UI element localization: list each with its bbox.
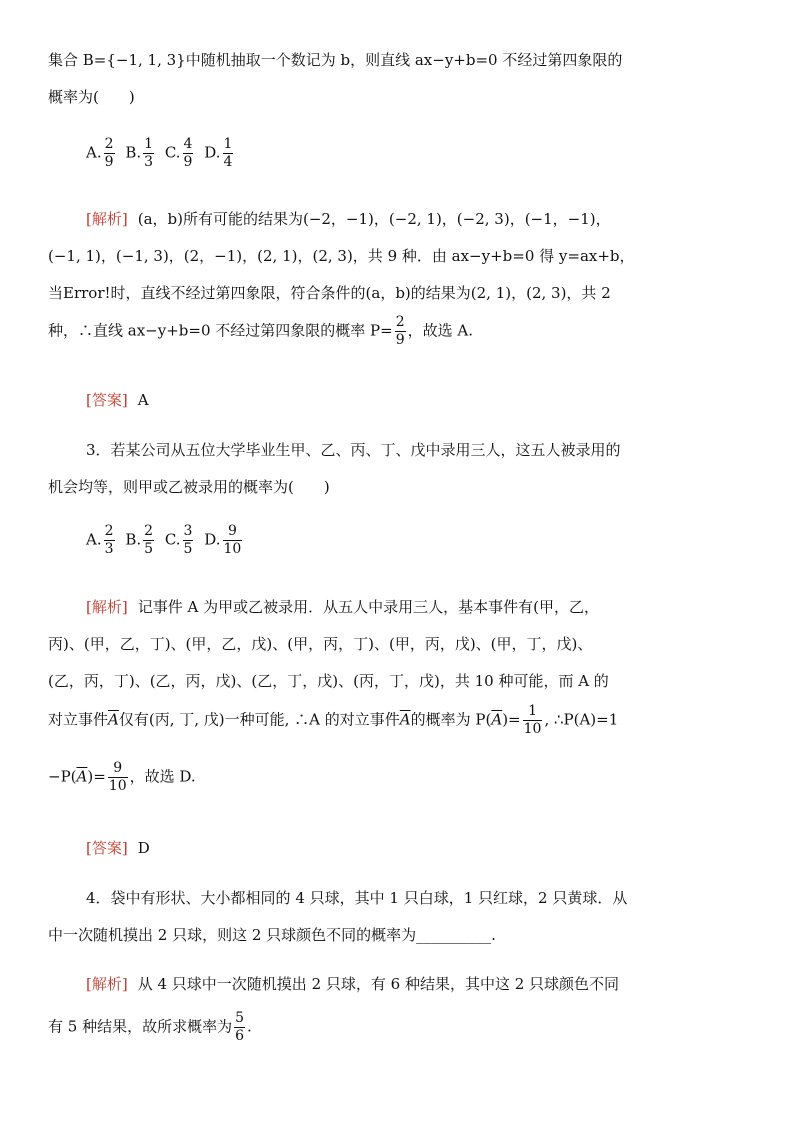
numerator: 1 bbox=[144, 136, 154, 152]
analysis-text: 记事件 A 为甲或乙被录用．从五人中录用三人，基本事件有(甲，乙， bbox=[137, 598, 599, 616]
numerator: 2 bbox=[144, 523, 154, 539]
q2-analysis-line-2: (−1, 1)，(−1, 3)，(2，−1)，(2, 1)，(2, 3)，共 9 种．由 ax−y+b=0 得 y=ax+b， bbox=[48, 247, 635, 265]
analysis-text: . bbox=[247, 1017, 252, 1036]
probability-fraction bbox=[234, 1010, 245, 1045]
analysis-text: 的概率为 P( bbox=[410, 710, 492, 729]
q3-stem-line-2: 机会均等，则甲或乙被录用的概率为( ) bbox=[48, 478, 330, 496]
numerator: 4 bbox=[183, 136, 193, 152]
denominator: 10 bbox=[223, 541, 242, 557]
analysis-text: 对立事件 bbox=[48, 710, 109, 729]
denominator: 10 bbox=[108, 778, 127, 794]
analysis-text: −P( bbox=[48, 767, 77, 786]
numerator: 1 bbox=[223, 136, 233, 152]
option-c-fraction bbox=[183, 136, 194, 171]
numerator: 1 bbox=[523, 703, 543, 721]
denominator: 9 bbox=[183, 154, 193, 170]
numerator: 5 bbox=[235, 1010, 245, 1026]
option-a-label: A. bbox=[86, 143, 102, 162]
analysis-text: 种，∴直线 ax−y+b=0 不经过第四象限的概率 P= bbox=[48, 321, 393, 340]
complement-event: $\overline{A}$ bbox=[399, 710, 411, 729]
option-b-fraction bbox=[143, 523, 154, 558]
q3-analysis-line-1 bbox=[86, 596, 599, 618]
q4-stem-line-1: 4．袋中有形状、大小都相同的 4 只球，其中 1 只白球，1 只红球，2 只黄球．从 bbox=[86, 889, 628, 907]
option-a-fraction bbox=[104, 523, 115, 558]
denominator: 5 bbox=[183, 541, 193, 557]
option-d-fraction bbox=[223, 136, 234, 171]
q2-answer-line bbox=[86, 389, 149, 411]
analysis-text: (a，b)所有可能的结果为(−2，−1)，(−2, 1)，(−2, 3)，(−1，−1)， bbox=[137, 210, 611, 228]
complement-event: $\overline{A}$ bbox=[76, 767, 88, 786]
answer-tag: [答案] bbox=[86, 839, 128, 857]
analysis-text: , ∴P(A)=1 bbox=[544, 710, 619, 729]
option-d-fraction bbox=[223, 523, 243, 558]
analysis-text: 从 4 只球中一次随机摸出 2 只球，有 6 种结果，其中这 2 只球颜色不同 bbox=[137, 975, 620, 993]
q3-stem-line-1: 3．若某公司从五位大学毕业生甲、乙、丙、丁、戊中录用三人，这五人被录用的 bbox=[86, 441, 621, 459]
analysis-text: 仅有(丙, 丁, 戊)一种可能, ∴A 的对立事件 bbox=[118, 710, 400, 729]
q4-analysis-line-2 bbox=[48, 1010, 252, 1045]
probability-fraction bbox=[523, 703, 543, 738]
numerator: 9 bbox=[108, 760, 128, 778]
answer-tag: [答案] bbox=[86, 391, 128, 409]
analysis-tag: [解析] bbox=[86, 975, 128, 993]
denominator: 4 bbox=[223, 154, 233, 170]
answer-value: A bbox=[137, 391, 149, 409]
probability-fraction bbox=[108, 760, 128, 795]
option-b-fraction bbox=[143, 136, 154, 171]
denominator: 3 bbox=[144, 154, 154, 170]
option-d-label: D. bbox=[204, 530, 221, 549]
q2-stem-line-2: 概率为( ) bbox=[48, 88, 135, 106]
q3-answer-line bbox=[86, 837, 150, 859]
analysis-text: )= bbox=[502, 710, 521, 729]
q2-stem-line-1: 集合 B={−1, 1, 3}中随机抽取一个数记为 b，则直线 ax−y+b=0 不经过第四象限的 bbox=[48, 51, 623, 69]
complement-event: $\overline{A}$ bbox=[491, 710, 503, 729]
analysis-text: ，故选 D. bbox=[129, 767, 196, 786]
analysis-text: ，故选 A. bbox=[407, 321, 473, 340]
numerator: 2 bbox=[395, 314, 405, 330]
analysis-text: )= bbox=[87, 767, 106, 786]
denominator: 9 bbox=[395, 332, 405, 348]
analysis-tag: [解析] bbox=[86, 210, 128, 228]
analysis-tag: [解析] bbox=[86, 598, 128, 616]
q4-analysis-line-1 bbox=[86, 973, 619, 995]
answer-value: D bbox=[137, 839, 150, 857]
q3-options bbox=[86, 523, 244, 558]
q4-stem-line-2: 中一次随机摸出 2 只球，则这 2 只球颜色不同的概率为__________. bbox=[48, 926, 496, 944]
option-d-label: D. bbox=[204, 143, 221, 162]
option-a-fraction bbox=[104, 136, 115, 171]
probability-fraction bbox=[395, 314, 406, 349]
complement-event: $\overline{A}$ bbox=[108, 710, 119, 729]
q2-analysis-line-4 bbox=[48, 314, 473, 349]
numerator: 9 bbox=[223, 523, 243, 541]
numerator: 2 bbox=[104, 136, 114, 152]
q3-analysis-line-4 bbox=[48, 703, 618, 738]
option-a-label: A. bbox=[86, 530, 102, 549]
analysis-text: 有 5 种结果，故所求概率为 bbox=[48, 1017, 233, 1036]
option-c-fraction bbox=[183, 523, 194, 558]
denominator: 9 bbox=[104, 154, 114, 170]
q3-analysis-line-3: (乙，丙，丁)、(乙，丙，戊)、(乙，丁，戊)、(丙，丁，戊)，共 10 种可能，而 A 的 bbox=[48, 672, 609, 690]
option-b-label: B. bbox=[125, 530, 142, 549]
q3-analysis-line-2: 丙)、(甲，乙，丁)、(甲，乙，戊)、(甲，丙，丁)、(甲，丙，戊)、(甲，丁，戊)、 bbox=[48, 635, 593, 653]
option-c-label: C. bbox=[164, 530, 181, 549]
denominator: 10 bbox=[523, 721, 542, 737]
q2-analysis-line-3: 当Error!时，直线不经过第四象限，符合条件的(a，b)的结果为(2, 1)，(2, 3)，共 2 bbox=[48, 284, 611, 302]
denominator: 5 bbox=[144, 541, 154, 557]
denominator: 6 bbox=[235, 1028, 245, 1044]
numerator: 3 bbox=[183, 523, 193, 539]
option-b-label: B. bbox=[125, 143, 142, 162]
q3-analysis-line-5 bbox=[48, 760, 196, 795]
option-c-label: C. bbox=[164, 143, 181, 162]
q2-options bbox=[86, 136, 235, 171]
q2-analysis-line-1 bbox=[86, 208, 611, 230]
denominator: 3 bbox=[104, 541, 114, 557]
numerator: 2 bbox=[104, 523, 114, 539]
